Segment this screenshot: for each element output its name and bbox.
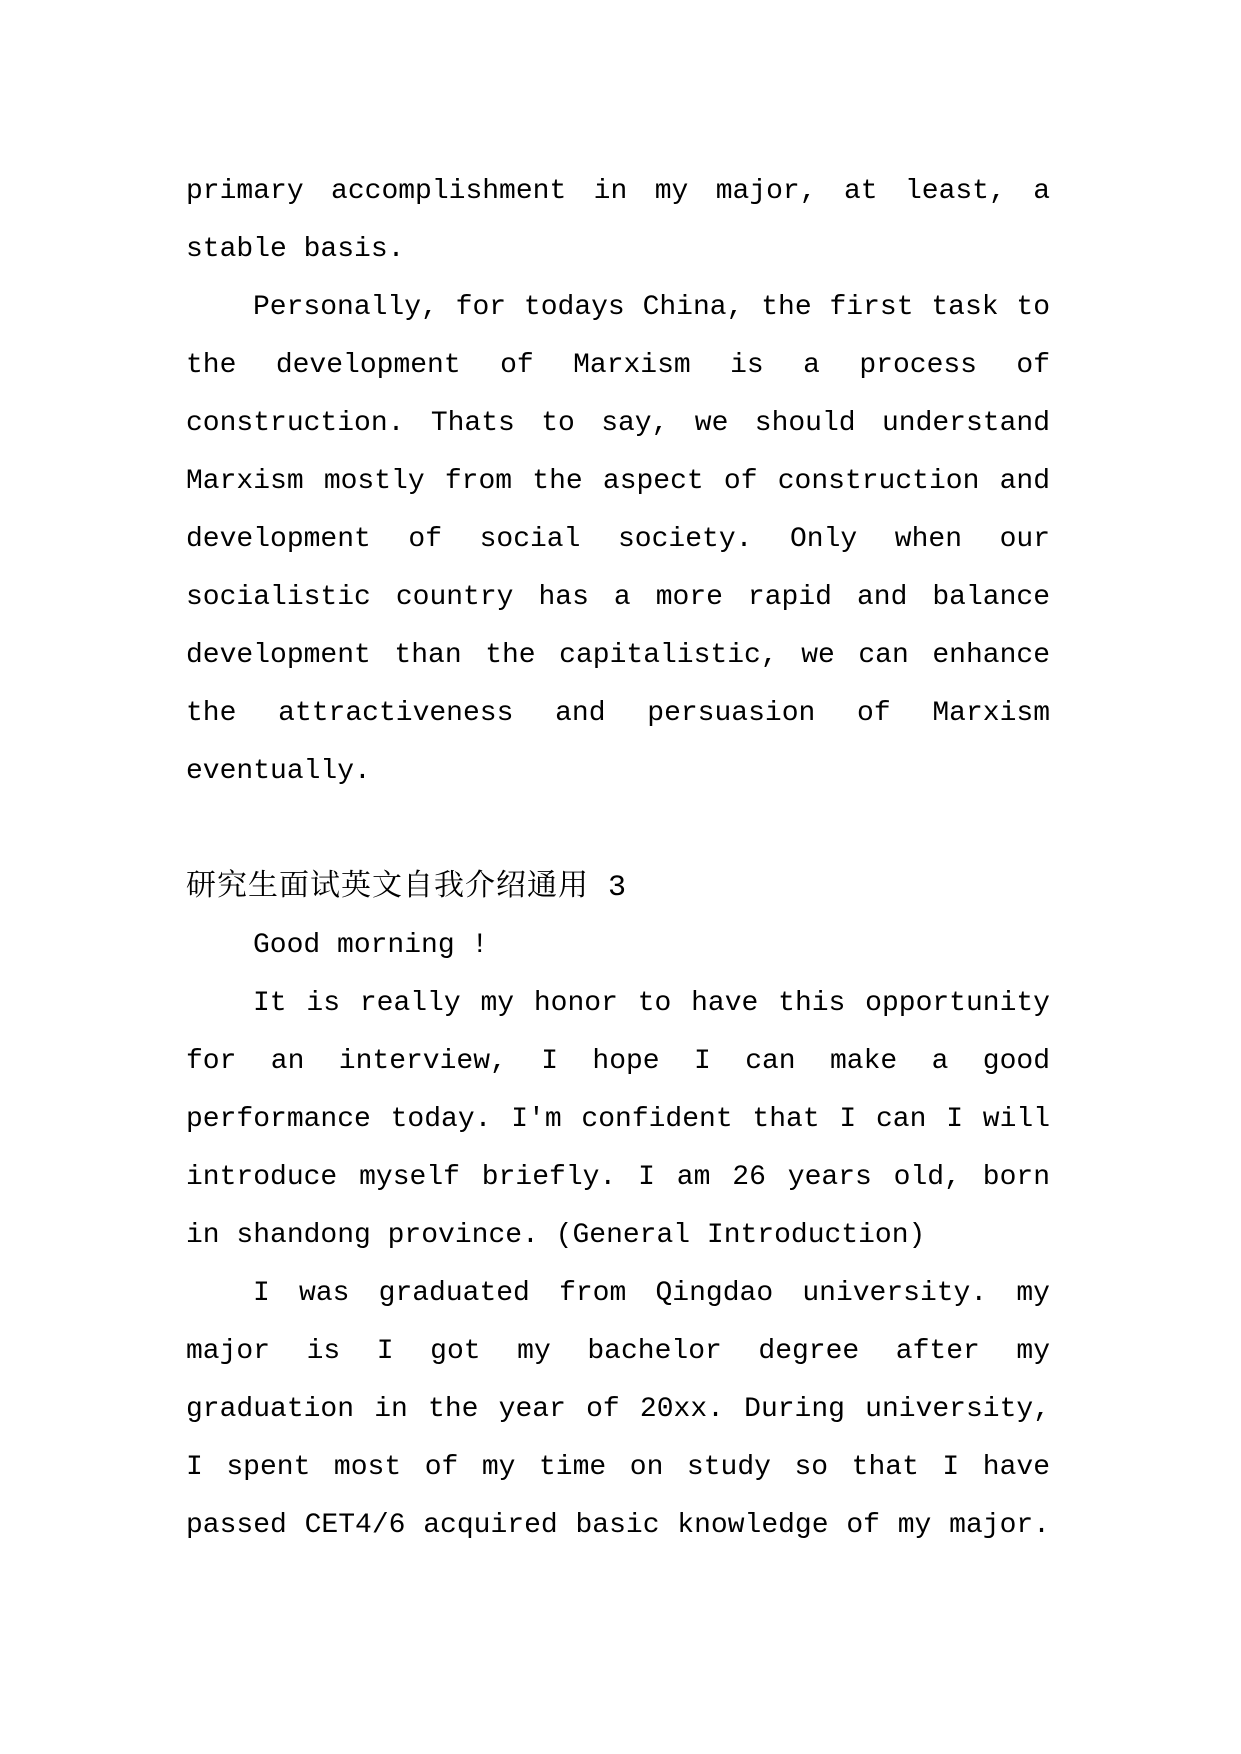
text-line: performance today. I'm confident that I can I will (186, 1104, 1050, 1135)
text-line: I was graduated from Qingdao university. my (253, 1278, 1050, 1309)
section-heading: 研究生面试英文自我介绍通用 3 (186, 871, 628, 905)
text-line: stable basis. (186, 234, 405, 265)
text-line: Good morning ! (253, 930, 489, 961)
text-line: eventually. (186, 756, 371, 787)
text-line: It is really my honor to have this opportunity (253, 988, 1050, 1019)
text-line: graduation in the year of 20xx. During university, (186, 1394, 1050, 1425)
text-line: major is I got my bachelor degree after my (186, 1336, 1050, 1367)
text-line: in shandong province. (General Introduction) (186, 1220, 926, 1251)
text-line: development of social society. Only when our (186, 524, 1050, 555)
blank-line (186, 801, 1050, 859)
text-line: Marxism mostly from the aspect of construction and (186, 466, 1050, 497)
text-line: I spent most of my time on study so that I have (186, 1452, 1050, 1483)
document-content (186, 163, 1050, 1555)
text-line: primary accomplishment in my major, at least, a (186, 176, 1050, 207)
text-line: the development of Marxism is a process of (186, 350, 1050, 381)
text-line: socialistic country has a more rapid and balance (186, 582, 1050, 613)
text-line: Personally, for todays China, the first task to (253, 292, 1050, 323)
text-line: the attractiveness and persuasion of Marxism (186, 698, 1050, 729)
text-line: construction. Thats to say, we should understand (186, 408, 1050, 439)
text-line: development than the capitalistic, we can enhance (186, 640, 1050, 671)
text-line: introduce myself briefly. I am 26 years old, born (186, 1162, 1050, 1193)
text-line: passed CET4/6 acquired basic knowledge of my major. (186, 1510, 1050, 1541)
text-line: for an interview, I hope I can make a good (186, 1046, 1050, 1077)
